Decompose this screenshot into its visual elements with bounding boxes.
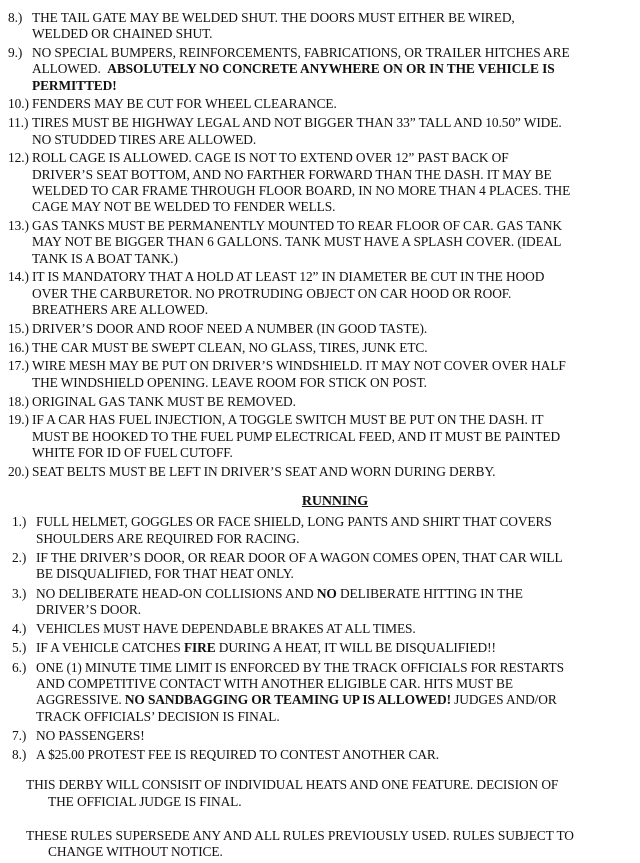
running-rule-6 xyxy=(12,660,632,725)
rule-text xyxy=(36,692,632,708)
running-rules xyxy=(8,514,632,763)
rule-text: ONE (1) MINUTE TIME LIMIT IS ENFORCED BY THE TRACK OFFICIALS FOR RESTARTS xyxy=(36,659,564,675)
rule-text: DRIVER’S DOOR AND ROOF NEED A NUMBER (IN GOOD TASTE). xyxy=(32,320,428,336)
rule-text: MUST BE HOOKED TO THE FUEL PUMP ELECTRICAL FEED, AND IT MUST BE PAINTED xyxy=(32,428,561,444)
rule-text: THE CAR MUST BE SWEPT CLEAN, NO GLASS, TIRES, JUNK ETC. xyxy=(32,339,428,355)
running-rule-2 xyxy=(12,550,632,583)
note-text: THIS DERBY WILL CONSISIT OF INDIVIDUAL HEATS AND ONE FEATURE. DECISION OF xyxy=(26,777,559,793)
rule-11 xyxy=(8,115,632,148)
running-rule-8 xyxy=(12,747,632,763)
rule-9 xyxy=(8,45,632,94)
rule-number: 3.) xyxy=(12,585,27,601)
rule-emphasis: FIRE xyxy=(183,640,216,656)
rule-text: DRIVER’S DOOR. xyxy=(36,601,141,617)
rule-text: MAY NOT BE BIGGER THAN 6 GALLONS. TANK MUST HAVE A SPLASH COVER. (IDEAL xyxy=(32,234,562,250)
rule-text xyxy=(36,640,632,656)
rule-text: NO SPECIAL BUMPERS, REINFORCEMENTS, FABRICATIONS, OR TRAILER HITCHES ARE xyxy=(32,45,570,61)
rule-text: NO PASSENGERS! xyxy=(36,727,145,743)
rule-text: FULL HELMET, GOGGLES OR FACE SHIELD, LONG PANTS AND SHIRT THAT COVERS xyxy=(36,514,552,530)
note-text: THESE RULES SUPERSEDE ANY AND ALL RULES PREVIOUSLY USED. RULES SUBJECT TO xyxy=(26,828,574,844)
rule-number: 17.) xyxy=(8,358,29,374)
rule-number: 5.) xyxy=(12,640,27,656)
rule-12 xyxy=(8,150,632,215)
rule-number: 8.) xyxy=(8,10,23,25)
rule-number: 9.) xyxy=(8,45,23,61)
rule-number: 8.) xyxy=(12,747,27,763)
rule-text: SEAT BELTS MUST BE LEFT IN DRIVER’S SEAT AND WORN DURING DERBY. xyxy=(32,463,496,479)
rule-emphasis: PERMITTED! xyxy=(32,77,117,93)
rule-text: WELDED TO CAR FRAME THROUGH FLOOR BOARD, IN NO MORE THAN 4 PLACES. THE xyxy=(32,182,571,198)
rule-emphasis: NO SANDBAGGING OR TEAMING UP IS ALLOWED! xyxy=(124,692,451,708)
rule-text-part: DURING A HEAT, IT WILL BE DISQUALIFIED!! xyxy=(215,640,496,656)
rule-text: AND COMPETITIVE CONTACT WITH ANOTHER ELIGIBLE CAR. HITS MUST BE xyxy=(36,675,513,691)
rule-17 xyxy=(8,358,632,391)
rule-19 xyxy=(8,412,632,461)
rule-text: WELDED OR CHAINED SHUT. xyxy=(32,26,213,42)
rule-text-part: NO DELIBERATE HEAD-ON COLLISIONS AND xyxy=(36,585,317,601)
rule-text: VEHICLES MUST HAVE DEPENDABLE BRAKES AT ALL TIMES. xyxy=(36,621,416,637)
running-rule-7 xyxy=(12,728,632,744)
rule-number: 12.) xyxy=(8,150,29,166)
rule-number: 4.) xyxy=(12,621,27,637)
rule-text: CAGE MAY NOT BE WELDED TO FENDER WELLS. xyxy=(32,199,336,215)
rule-16 xyxy=(8,340,632,356)
rule-text: BE DISQUALIFIED, FOR THAT HEAT ONLY. xyxy=(36,566,294,582)
rule-14 xyxy=(8,269,632,318)
rule-text xyxy=(32,61,632,77)
rule-emphasis: ABSOLUTELY NO CONCRETE ANYWHERE ON OR IN THE VEHICLE IS xyxy=(107,61,555,77)
rule-number: 6.) xyxy=(12,659,27,675)
rule-text: IT IS MANDATORY THAT A HOLD AT LEAST 12” IN DIAMETER BE CUT IN THE HOOD xyxy=(32,269,545,285)
rule-text: ORIGINAL GAS TANK MUST BE REMOVED. xyxy=(32,393,296,409)
rule-number: 7.) xyxy=(12,727,27,743)
rule-text: IF A CAR HAS FUEL INJECTION, A TOGGLE SWITCH MUST BE PUT ON THE DASH. IT xyxy=(32,412,544,428)
rule-number: 2.) xyxy=(12,549,27,565)
rule-number: 16.) xyxy=(8,339,29,355)
rule-text: BREATHERS ARE ALLOWED. xyxy=(32,302,208,318)
rule-18 xyxy=(8,394,632,410)
rule-number: 18.) xyxy=(8,393,29,409)
rule-text: A $25.00 PROTEST FEE IS REQUIRED TO CONTEST ANOTHER CAR. xyxy=(36,747,439,763)
rule-text: OVER THE CARBURETOR. NO PROTRUDING OBJECT ON CAR HOOD OR ROOF. xyxy=(32,285,512,301)
rule-number: 20.) xyxy=(8,463,29,479)
rule-number: 13.) xyxy=(8,218,29,234)
note-text: THE OFFICIAL JUDGE IS FINAL. xyxy=(48,793,242,809)
rule-20 xyxy=(8,464,632,480)
rule-text-part: ALLOWED. xyxy=(32,61,101,77)
rule-number: 11.) xyxy=(8,115,29,131)
rule-number: 19.) xyxy=(8,412,29,428)
rule-text: FENDERS MAY BE CUT FOR WHEEL CLEARANCE. xyxy=(32,96,337,112)
rule-emphasis: NO xyxy=(316,585,337,601)
rule-13 xyxy=(8,218,632,267)
running-rule-4 xyxy=(12,621,632,637)
section-title-running: RUNNING xyxy=(301,494,369,510)
rule-text: ROLL CAGE IS ALLOWED. CAGE IS NOT TO EXTEND OVER 12” PAST BACK OF xyxy=(32,150,509,166)
rule-number: 15.) xyxy=(8,320,29,336)
running-rule-1 xyxy=(12,514,632,547)
supersede-note xyxy=(8,828,632,861)
rule-text: TANK IS A BOAT TANK.) xyxy=(32,250,178,266)
rule-text-part: DELIBERATE HITTING IN THE xyxy=(336,585,523,601)
rule-text: SHOULDERS ARE REQUIRED FOR RACING. xyxy=(36,530,300,546)
rule-text: TIRES MUST BE HIGHWAY LEGAL AND NOT BIGGER THAN 33” TALL AND 10.50” WIDE. xyxy=(32,115,562,131)
rule-text: DRIVER’S SEAT BOTTOM, AND NO FARTHER FORWARD THAN THE DASH. IT MAY BE xyxy=(32,166,552,182)
rule-text-part: AGGRESSIVE. xyxy=(36,692,125,708)
derby-format-note xyxy=(8,777,632,810)
running-rule-3 xyxy=(12,586,632,619)
rule-number: 1.) xyxy=(12,514,27,530)
rule-text: WIRE MESH MAY BE PUT ON DRIVER’S WINDSHIELD. IT MAY NOT COVER OVER HALF xyxy=(32,358,566,374)
rule-text: NO STUDDED TIRES ARE ALLOWED. xyxy=(32,131,257,147)
note-text: CHANGE WITHOUT NOTICE. xyxy=(48,844,223,860)
running-rule-5 xyxy=(12,640,632,656)
rule-text: THE TAIL GATE MAY BE WELDED SHUT. THE DOORS MUST EITHER BE WIRED, xyxy=(32,10,515,25)
rule-text: IF THE DRIVER’S DOOR, OR REAR DOOR OF A WAGON COMES OPEN, THAT CAR WILL xyxy=(36,549,563,565)
rule-10 xyxy=(8,96,632,112)
rule-text-part: IF A VEHICLE CATCHES xyxy=(36,640,184,656)
rule-15 xyxy=(8,321,632,337)
rule-text: WHITE FOR ID OF FUEL CUTOFF. xyxy=(32,444,233,460)
rule-text: TRACK OFFICIALS’ DECISION IS FINAL. xyxy=(36,708,280,724)
rule-text: GAS TANKS MUST BE PERMANENTLY MOUNTED TO REAR FLOOR OF CAR. GAS TANK xyxy=(32,218,562,234)
rule-number: 10.) xyxy=(8,96,29,112)
rule-8 xyxy=(8,10,632,43)
rule-number: 14.) xyxy=(8,269,29,285)
rule-text xyxy=(36,586,632,602)
rule-text-part: JUDGES AND/OR xyxy=(450,692,557,708)
rule-text: THE WINDSHIELD OPENING. LEAVE ROOM FOR STICK ON POST. xyxy=(32,374,427,390)
